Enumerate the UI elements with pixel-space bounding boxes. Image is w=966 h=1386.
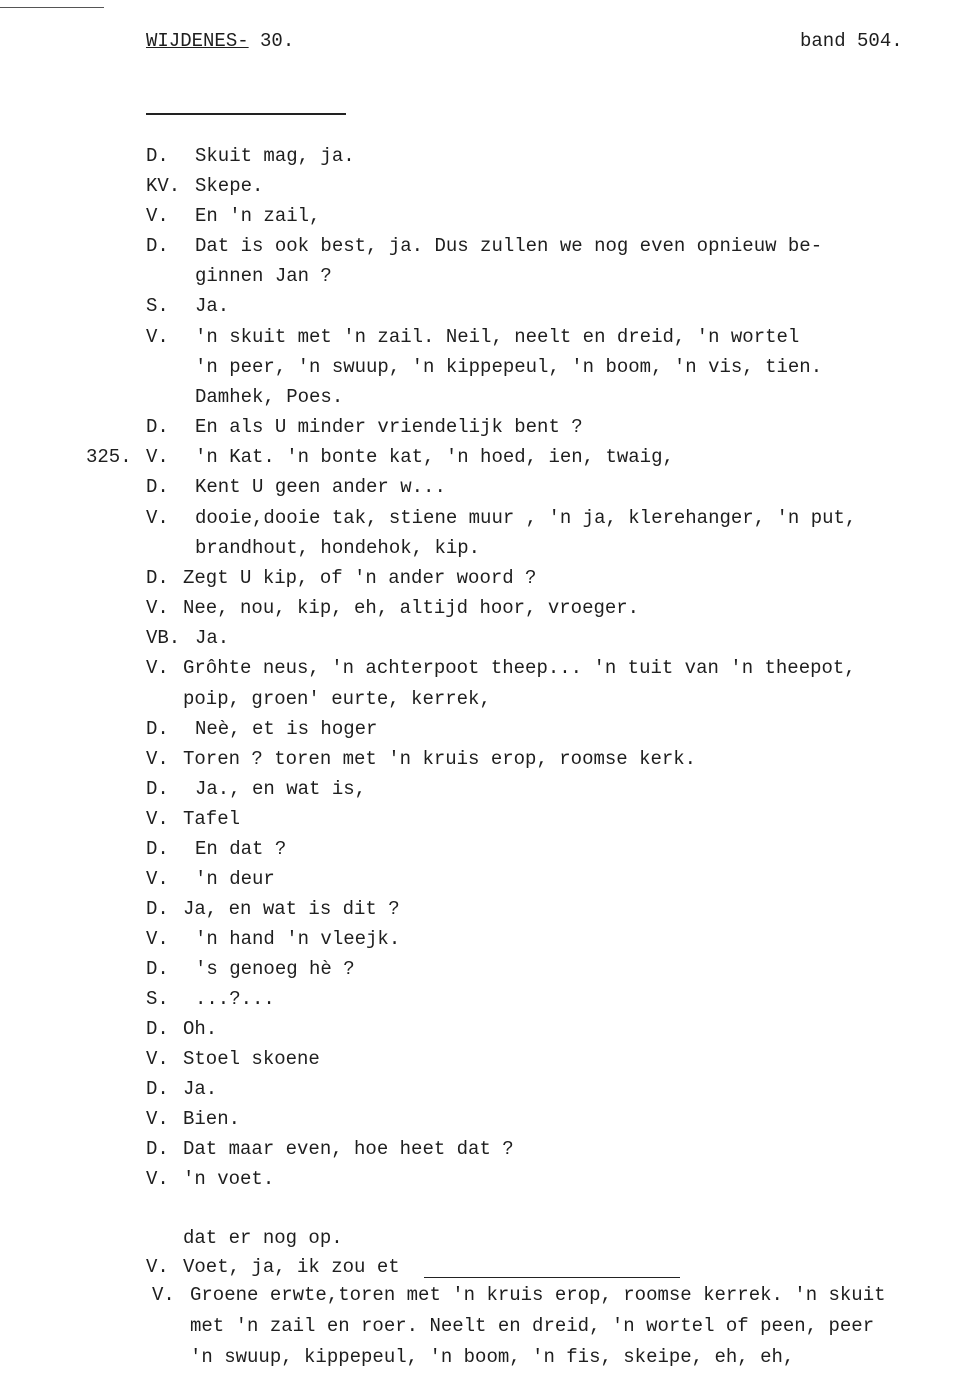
transcript-line: Skepe. bbox=[195, 175, 264, 197]
page-header-left bbox=[146, 30, 294, 52]
top-edge-line bbox=[0, 7, 104, 8]
transcript-line: Dat is ook best, ja. Dus zullen we nog even opnieuw be- bbox=[195, 235, 823, 257]
transcript-line: Groene erwte,toren met 'n kruis erop, roomse kerrek. 'n skuit bbox=[190, 1284, 886, 1306]
speaker-label: V. bbox=[146, 657, 169, 679]
transcript-line: Ja. bbox=[195, 295, 230, 317]
transcript-line: Damhek, Poes. bbox=[195, 386, 344, 408]
speaker-label: V. bbox=[146, 597, 169, 619]
transcript-line: 'n hand 'n vleejk. bbox=[195, 928, 401, 950]
transcript-line: 'n peer, 'n swuup, 'n kippepeul, 'n boom, 'n vis, tien. bbox=[195, 356, 823, 378]
transcript-line: Kent U geen ander w... bbox=[195, 476, 446, 498]
transcript-line: 'n swuup, kippepeul, 'n boom, 'n fis, skeipe, eh, eh, bbox=[190, 1346, 795, 1368]
transcript-line: Nee, nou, kip, eh, altijd hoor, vroeger. bbox=[183, 597, 640, 619]
transcript-line: Tafel bbox=[183, 808, 241, 830]
speaker-label: V. bbox=[146, 1048, 169, 1070]
speaker-label: D. bbox=[146, 1078, 169, 1100]
transcript-line: En als U minder vriendelijk bent ? bbox=[195, 416, 583, 438]
speaker-label: VB. bbox=[146, 627, 181, 649]
speaker-label: D. bbox=[146, 778, 169, 800]
speaker-label: D. bbox=[146, 416, 169, 438]
transcript-line: 's genoeg hè ? bbox=[195, 958, 355, 980]
transcript-line: Zegt U kip, of 'n ander woord ? bbox=[183, 567, 537, 589]
transcript-line: Voet, ja, ik zou et bbox=[183, 1256, 400, 1278]
transcript-line: En dat ? bbox=[195, 838, 287, 860]
transcript-line: ginnen Jan ? bbox=[195, 265, 332, 287]
speaker-label: D. bbox=[146, 898, 169, 920]
speaker-label: V. bbox=[146, 326, 169, 348]
transcript-line: Neè, et is hoger bbox=[195, 718, 378, 740]
speaker-label: V. bbox=[146, 1108, 169, 1130]
transcript-line: Ja., en wat is, bbox=[195, 778, 367, 800]
transcript-line: 'n voet. bbox=[183, 1168, 275, 1190]
speaker-label: D. bbox=[146, 235, 169, 257]
transcript-line: 'n Kat. 'n bonte kat, 'n hoed, ien, twaig, bbox=[195, 446, 674, 468]
speaker-label: S. bbox=[146, 295, 169, 317]
speaker-label: V. bbox=[146, 507, 169, 529]
speaker-label: V. bbox=[146, 808, 169, 830]
transcript-line: Ja. bbox=[183, 1078, 218, 1100]
transcript-line: brandhout, hondehok, kip. bbox=[195, 537, 481, 559]
header-rule bbox=[146, 113, 346, 115]
transcript-line: ...?... bbox=[195, 988, 275, 1010]
transcript-line: 'n deur bbox=[195, 868, 275, 890]
speaker-label: V. bbox=[146, 1168, 169, 1190]
transcript-line: met 'n zail en roer. Neelt en dreid, 'n wortel of peen, peer bbox=[190, 1315, 875, 1337]
speaker-label: V. bbox=[146, 928, 169, 950]
speaker-label: D. bbox=[146, 958, 169, 980]
band-number: band 504. bbox=[800, 30, 903, 52]
line-number: 325. bbox=[86, 446, 132, 468]
transcript-line: Toren ? toren met 'n kruis erop, roomse kerk. bbox=[183, 748, 697, 770]
transcript-line: 'n skuit met 'n zail. Neil, neelt en dreid, 'n wortel bbox=[195, 326, 800, 348]
speaker-label: S. bbox=[146, 988, 169, 1010]
speaker-label: D. bbox=[146, 1018, 169, 1040]
speaker-label: V. bbox=[146, 868, 169, 890]
speaker-label: V. bbox=[146, 205, 169, 227]
transcript-line: Bien. bbox=[183, 1108, 241, 1130]
transcript-line: Dat maar even, hoe heet dat ? bbox=[183, 1138, 514, 1160]
transcript-line: Skuit mag, ja. bbox=[195, 145, 355, 167]
transcript-line: dat er nog op. bbox=[183, 1227, 343, 1249]
fill-in-blank-line bbox=[424, 1277, 680, 1278]
page-gap bbox=[249, 30, 260, 52]
speaker-label: KV. bbox=[146, 175, 181, 197]
document-title: WIJDENES- bbox=[146, 30, 249, 52]
speaker-label: V. bbox=[152, 1284, 175, 1306]
transcript-line: Stoel skoene bbox=[183, 1048, 320, 1070]
transcript-line: Grôhte neus, 'n achterpoot theep... 'n tuit van 'n theepot, bbox=[183, 657, 856, 679]
transcript-line: dooie,dooie tak, stiene muur , 'n ja, klerehanger, 'n put, bbox=[195, 507, 857, 529]
speaker-label: D. bbox=[146, 1138, 169, 1160]
speaker-label: D. bbox=[146, 145, 169, 167]
transcript-line: Ja, en wat is dit ? bbox=[183, 898, 400, 920]
speaker-label: D. bbox=[146, 476, 169, 498]
speaker-label: D. bbox=[146, 567, 169, 589]
speaker-label: D. bbox=[146, 718, 169, 740]
speaker-label: V. bbox=[146, 748, 169, 770]
speaker-label: D. bbox=[146, 838, 169, 860]
transcript-line: poip, groen' eurte, kerrek, bbox=[183, 688, 491, 710]
transcript-line: Oh. bbox=[183, 1018, 218, 1040]
transcript-line: Ja. bbox=[195, 627, 230, 649]
speaker-label: V. bbox=[146, 1256, 169, 1278]
speaker-label: V. bbox=[146, 446, 169, 468]
transcript-line: En 'n zail, bbox=[195, 205, 321, 227]
page-number: 30. bbox=[260, 30, 295, 52]
